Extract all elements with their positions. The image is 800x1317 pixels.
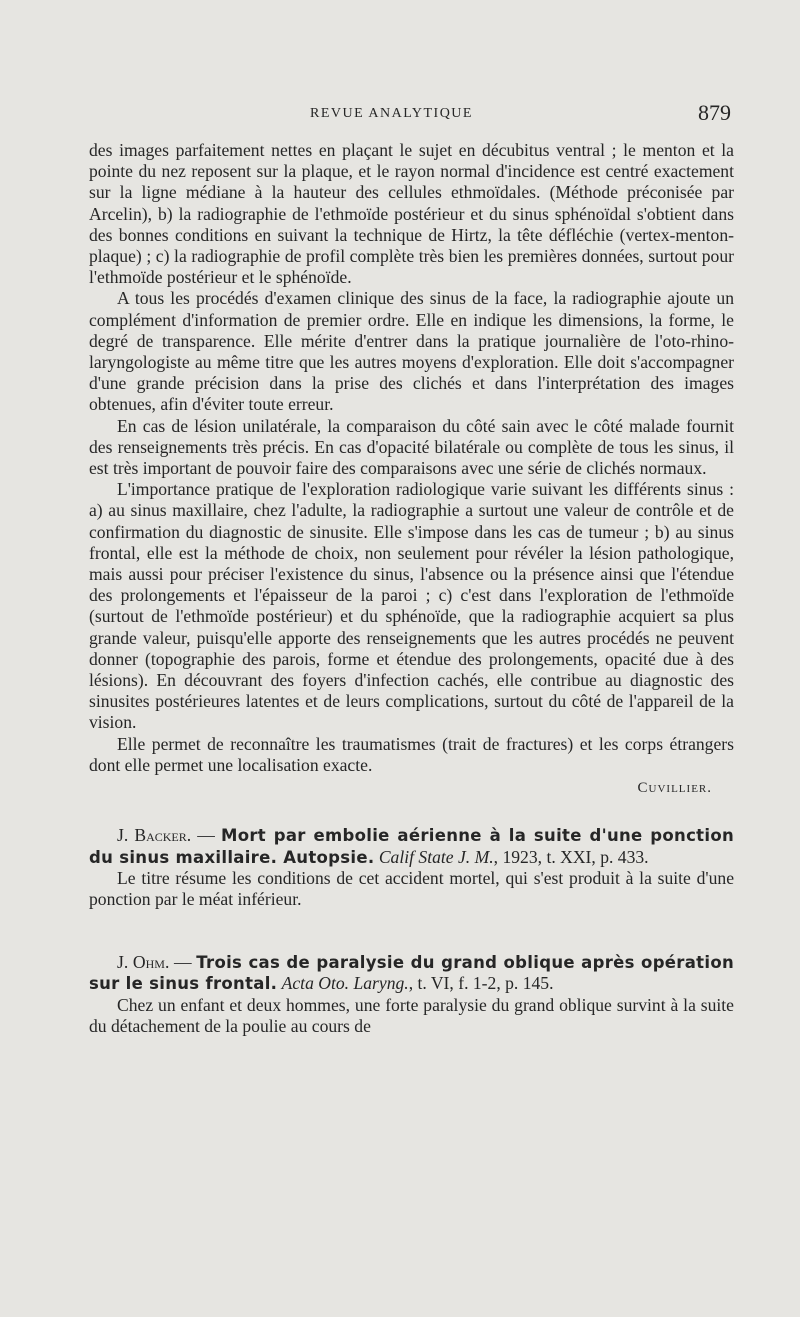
abstract-heading bbox=[89, 952, 734, 994]
abstract-citation: , 1923, t. XXI, p. 433. bbox=[493, 846, 649, 867]
abstract-journal: Calif State J. M. bbox=[378, 846, 494, 867]
running-header bbox=[0, 100, 800, 130]
paragraph-continuation: des images parfaitement nettes en plaçant le sujet en décubitus ventral ; le menton et la pointe du nez reposent sur la plaque, et le rayon normal d'incidence est centré exactement sur la ligne médiane à la hauteur des cellules ethmoïdales. (Méthode préconisée par Arcelin), b) la radiographie de l'ethmoïde postérieur et du sinus sphénoïdal s'obtient dans des bonnes conditions en suivant la technique de Hirtz, la tête défléchie (vertex-menton-plaque) ; c) la radiographie de profil complète très bien les premières données, surtout pour l'ethmoïde postérieur et le sphénoïde. bbox=[89, 140, 734, 288]
running-header-title: REVUE ANALYTIQUE bbox=[310, 106, 473, 121]
abstract-dash: — bbox=[169, 952, 197, 973]
abstract-entry bbox=[89, 825, 734, 910]
abstract-entry bbox=[89, 952, 734, 1037]
abstract-citation: , t. VI, f. 1-2, p. 145. bbox=[408, 973, 554, 994]
abstract-author: J. Ohm. bbox=[117, 952, 170, 973]
paragraph: En cas de lésion unilatérale, la comparaison du côté sain avec le côté malade fournit des renseignements très précis. En cas d'opacité bilatérale ou complète de tous les sinus, il est très important de pouvoir faire des comparaisons avec une série de clichés normaux. bbox=[89, 415, 734, 479]
abstract-author: J. Backer. bbox=[117, 825, 192, 846]
paragraph: A tous les procédés d'examen clinique des sinus de la face, la radiographie ajoute un complément d'information de premier ordre. Elle en indique les dimensions, la forme, le degré de transparence. Elle mérite d'entrer dans la pratique journalière de l'oto-rhino-laryngologiste au même titre que les autres moyens d'exploration. Elle doit s'accompagner d'une grande précision dans la prise des clichés et dans l'interprétation des images obtenues, afin d'éviter toute erreur. bbox=[89, 288, 734, 415]
abstract-journal: Acta Oto. Laryng. bbox=[281, 973, 409, 994]
abstract-heading bbox=[89, 825, 734, 867]
abstract-summary: Chez un enfant et deux hommes, une forte paralysie du grand oblique survint à la suite du détachement de la poulie au cours de bbox=[89, 994, 734, 1036]
page-number: 879 bbox=[698, 100, 731, 125]
page-body bbox=[89, 140, 734, 1037]
abstract-title: Trois cas de paralysie du grand oblique après opération sur le sinus frontal. bbox=[89, 953, 734, 994]
abstract-summary: Le titre résume les conditions de cet accident mortel, qui s'est produit à la suite d'une ponction par le méat inférieur. bbox=[89, 867, 734, 909]
spacer bbox=[89, 910, 734, 926]
abstract-dash: — bbox=[191, 825, 222, 846]
abstract-title: Mort par embolie aérienne à la suite d'une ponction du sinus maxillaire. Autopsie. bbox=[89, 826, 735, 867]
paragraph: L'importance pratique de l'exploration radiologique varie suivant les différents sinus : a) au sinus maxillaire, chez l'adulte, la radiographie a surtout une valeur de contrôle et de confirmation du diagnostic de sinusite. Elle s'impose dans les cas de tumeur ; b) au sinus frontal, elle est la méthode de choix, non seulement pour révéler la lésion pathologique, mais aussi pour préciser l'existence du sinus, l'absence ou la présence ainsi que l'étendue des prolongements et l'épaisseur de la paroi ; c) c'est dans l'exploration de l'ethmoïde (surtout de l'ethmoïde postérieur) et du sphénoïde, que la radiographie acquiert sa plus grande valeur, puisqu'elle apporte des renseignements que les autres procédés ne peuvent donner (topographie des parois, forme et étendue des prolongements, opacité due à des lésions). En découvrant des foyers d'infection cachés, elle contribue au diagnostic des sinusites postérieures latentes et de leurs complications, surtout du côté de l'appareil de la vision. bbox=[89, 479, 734, 733]
paragraph: Elle permet de reconnaître les traumatismes (trait de fractures) et les corps étrangers dont elle permet une localisation exacte. bbox=[89, 733, 734, 775]
review-signature: Cuvillier. bbox=[637, 780, 712, 797]
